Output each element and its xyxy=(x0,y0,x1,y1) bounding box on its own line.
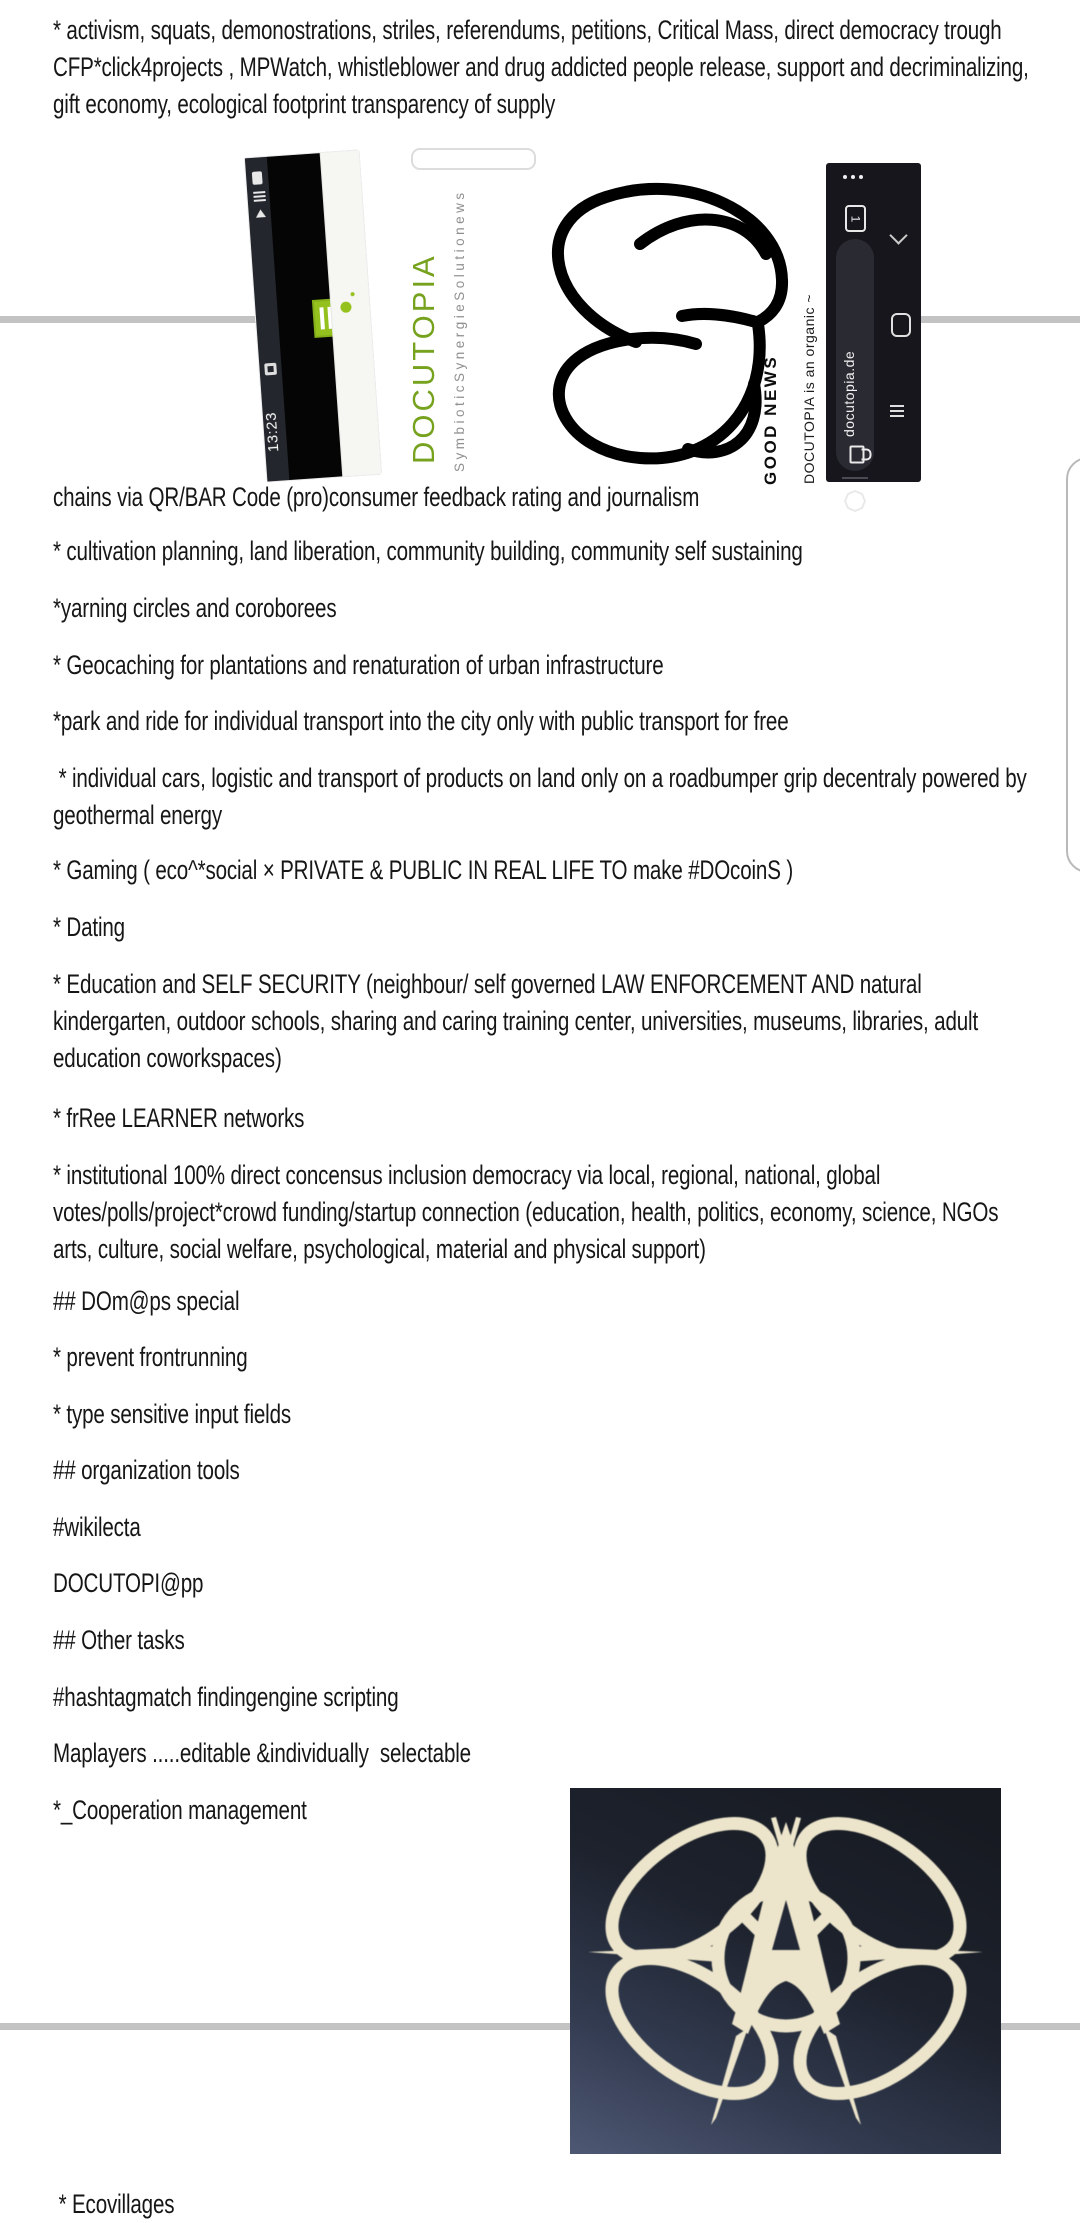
heptagon-outline-icon xyxy=(843,489,867,518)
wordmark-subtitle: SymbioticSynergieSolutionews xyxy=(452,189,467,472)
address-bar xyxy=(836,239,874,471)
emblem-image xyxy=(570,1788,1001,2154)
tab-count: 1 xyxy=(848,215,863,222)
padlock-icon xyxy=(850,446,865,464)
paragraph: * frRee LEARNER networks xyxy=(53,1103,305,1133)
paragraph: * Education and SELF SECURITY (neighbour/ self governed LAW ENFORCEMENT AND natural kindergarten, outdoor schools, sharing and caring training center, universities, museums, libraries, adult education coworkspaces) xyxy=(53,969,984,1073)
right-phone-screenshot xyxy=(826,163,921,482)
paragraph: * institutional 100% direct concensus inclusion democracy via local, regional, national, global votes/polls/project*crowd funding/startup connection (education, health, politics, economy, science, NGOs arts, culture, social welfare, psychological, material and physical support) xyxy=(53,1160,1004,1264)
up-down-arrows-icon xyxy=(255,209,266,218)
tab-counter-icon xyxy=(845,205,866,232)
chevron-down-icon xyxy=(889,226,907,244)
paragraph: * individual cars, logistic and transport of products on land only on a roadbumper grip decentraly powered by geothermal energy xyxy=(53,763,1033,830)
good-news-label: GOOD NEWS xyxy=(761,354,780,485)
pill-divider xyxy=(842,477,868,479)
globe-dot-icon xyxy=(340,301,352,313)
home-pill-icon xyxy=(891,313,911,337)
battery-icon xyxy=(252,171,263,185)
paragraph: * Gaming ( eco^*social × PRIVATE & PUBLIC IN REAL LIFE TO make #DOcoinS ) xyxy=(53,855,794,885)
paragraph: *_Cooperation management xyxy=(53,1795,307,1825)
paragraph: #hashtagmatch findingengine scripting xyxy=(53,1682,399,1712)
status-time: 13:23 xyxy=(262,411,283,453)
paragraph: ## DOm@ps special xyxy=(53,1286,240,1316)
left-phone-screenshot xyxy=(245,150,381,481)
paragraph: *yarning circles and coroborees xyxy=(53,593,337,623)
paragraph: DOCUTOPI@pp xyxy=(53,1568,204,1598)
signal-bars-icon xyxy=(253,191,265,194)
paragraph: #wikilecta xyxy=(53,1512,141,1542)
paragraph: * Dating xyxy=(53,912,125,942)
paragraph: * Ecovillages xyxy=(53,2189,175,2219)
paragraph: ## organization tools xyxy=(53,1455,240,1485)
ellipsis-icon xyxy=(843,175,863,179)
hamburger-icon xyxy=(890,405,904,420)
paragraph: * Geocaching for plantations and renaturation of urban infrastructure xyxy=(53,650,664,680)
paragraph: * prevent frontrunning xyxy=(53,1342,248,1372)
organic-note-label: DOCUTOPIA is an organic ~ xyxy=(801,246,829,484)
paragraph: * cultivation planning, land liberation, community building, community self sustaining xyxy=(53,536,803,566)
paragraph: ## Other tasks xyxy=(53,1625,185,1655)
address-url: docutopia.de xyxy=(841,350,857,437)
paragraph: *park and ride for individual transport into the city only with public transport for free xyxy=(53,706,789,736)
paragraph: Maplayers .....editable &individually selectable xyxy=(53,1738,471,1768)
screenshot-icon xyxy=(264,363,277,376)
wordmark-title: DOCUTOPIA xyxy=(406,253,441,464)
scrollbar-thumb[interactable] xyxy=(1066,457,1080,873)
globe-satellite-dot xyxy=(350,292,354,296)
paragraph: * activism, squats, demonostrations, striles, referendums, petitions, Critical Mass, direct democracy trough CFP*click4projects , MPWatch, whistleblower and drug addicted people release, support and decriminalizing, gift economy, ecological footprint transparency of supply xyxy=(53,15,1035,119)
paragraph: * type sensitive input fields xyxy=(53,1399,292,1429)
paragraph: chains via QR/BAR Code (pro)consumer feedback rating and journalism xyxy=(53,482,700,512)
